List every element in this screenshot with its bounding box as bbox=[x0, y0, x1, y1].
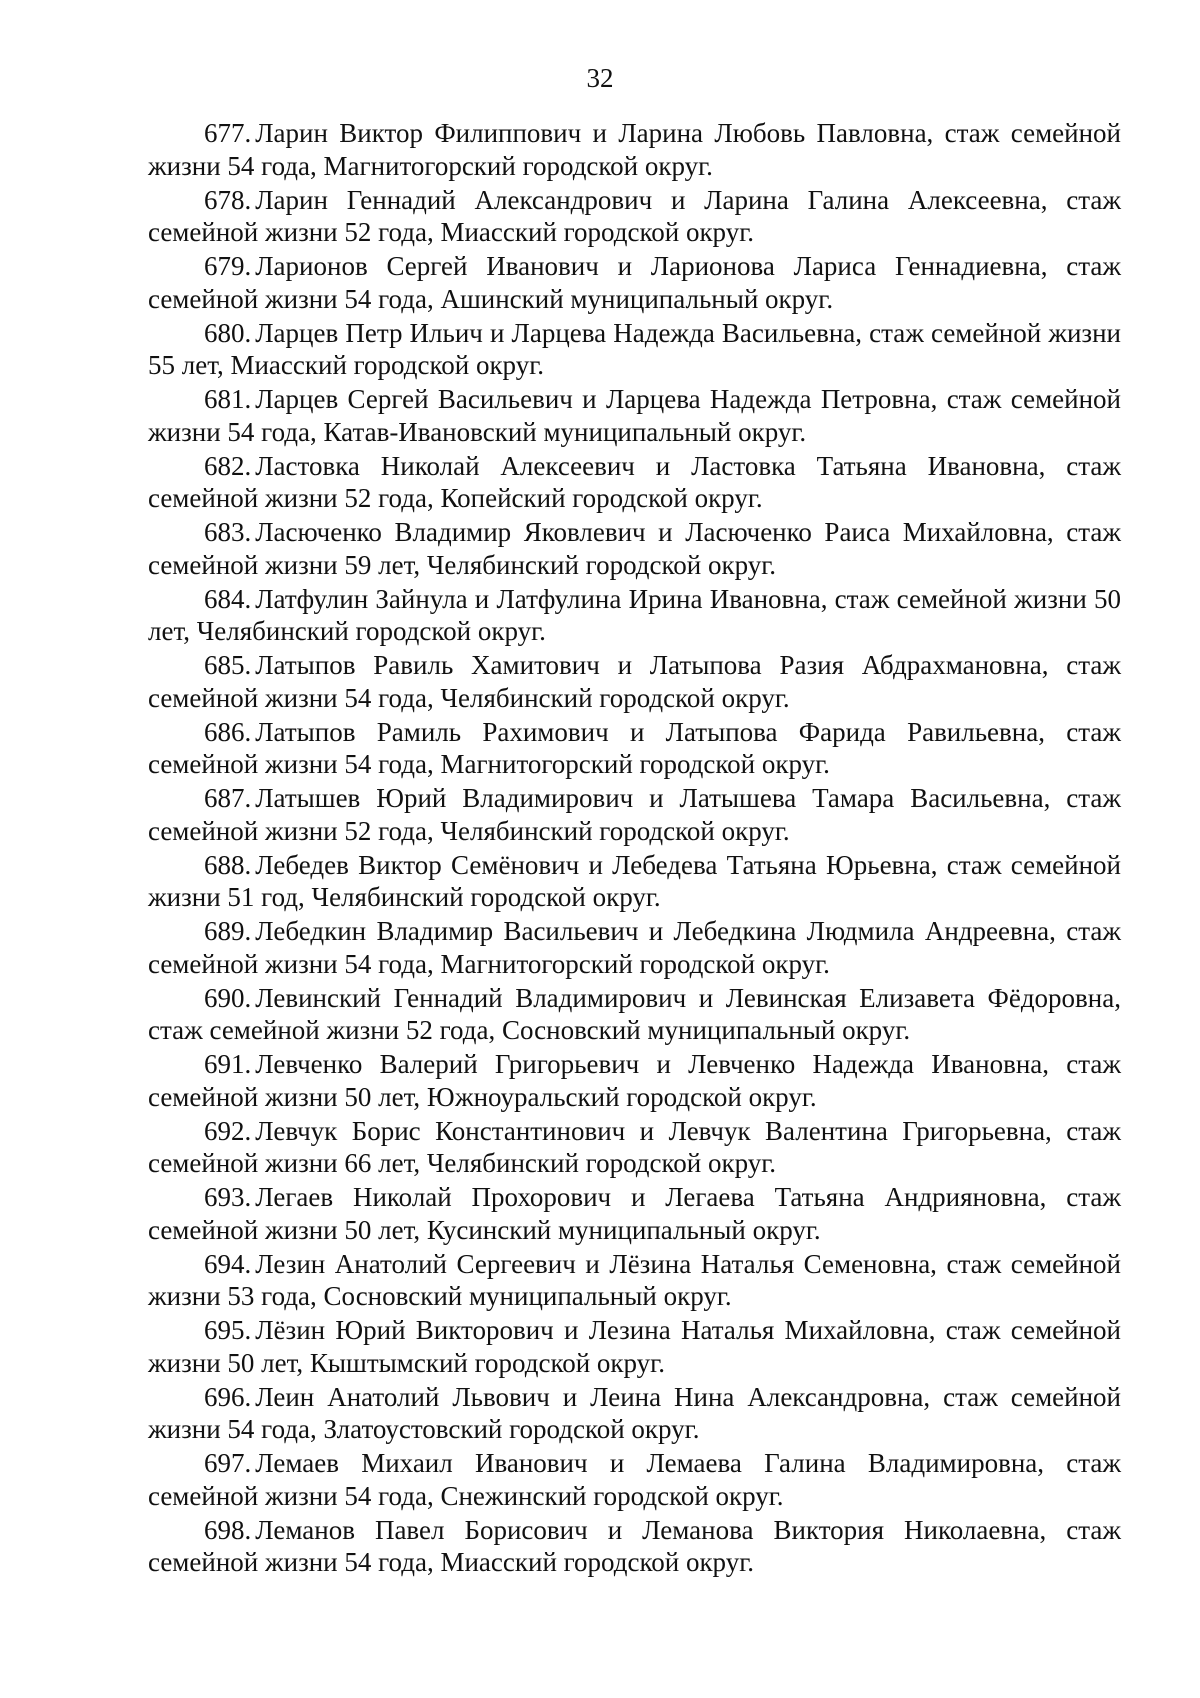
entry-number: 695. bbox=[204, 1315, 252, 1345]
list-item bbox=[148, 1314, 1121, 1379]
entry-number: 693. bbox=[204, 1182, 252, 1212]
page-number: 32 bbox=[586, 63, 614, 93]
entry-number: 692. bbox=[204, 1115, 252, 1146]
list-item bbox=[148, 649, 1121, 714]
entry-number: 691. bbox=[204, 1049, 252, 1079]
entry-number: 681. bbox=[204, 384, 252, 414]
entry-text: Леин Анатолий Львович и Леина Нина Александровна, стаж семейной жизни 54 года, Златоустовский городской округ. bbox=[148, 1381, 1121, 1444]
entry-number: 690. bbox=[204, 982, 252, 1013]
entry-number: 683. bbox=[204, 517, 252, 547]
list-item bbox=[148, 915, 1121, 980]
entry-number: 678. bbox=[204, 184, 252, 215]
entry-number: 694. bbox=[204, 1248, 252, 1279]
entry-text: Латфулин Зайнула и Латфулина Ирина Ивановна, стаж семейной жизни 50 лет, Челябинский городской округ. bbox=[148, 583, 1121, 646]
list-item bbox=[148, 450, 1121, 515]
entry-number: 684. bbox=[204, 583, 252, 614]
entry-text: Леманов Павел Борисович и Леманова Виктория Николаевна, стаж семейной жизни 54 года, Миасский городской округ. bbox=[148, 1514, 1121, 1577]
entry-text: Легаев Николай Прохорович и Легаева Татьяна Андрияновна, стаж семейной жизни 50 лет, Кусинский муниципальный округ. bbox=[148, 1182, 1121, 1245]
list-item bbox=[148, 117, 1121, 182]
list-item bbox=[148, 1447, 1121, 1512]
list-item bbox=[148, 250, 1121, 315]
entry-text: Лебедев Виктор Семёнович и Лебедева Татьяна Юрьевна, стаж семейной жизни 51 год, Челябинский городской округ. bbox=[148, 849, 1121, 912]
entry-text: Латыпов Равиль Хамитович и Латыпова Разия Абдрахмановна, стаж семейной жизни 54 года, Челябинский городской округ. bbox=[148, 650, 1121, 713]
list-item bbox=[148, 1181, 1121, 1246]
entry-number: 679. bbox=[204, 251, 252, 281]
entry-text: Ларин Геннадий Александрович и Ларина Галина Алексеевна, стаж семейной жизни 52 года, Миасский городской округ. bbox=[148, 184, 1121, 247]
list-item bbox=[148, 184, 1121, 249]
list-item bbox=[148, 317, 1121, 382]
entry-text: Ларцев Сергей Васильевич и Ларцева Надежда Петровна, стаж семейной жизни 54 года, Катав-Ивановский муниципальный округ. bbox=[148, 384, 1121, 447]
entry-number: 688. bbox=[204, 849, 252, 880]
list-item bbox=[148, 516, 1121, 581]
entry-number: 696. bbox=[204, 1381, 252, 1412]
list-item bbox=[148, 1115, 1121, 1180]
entry-text: Левинский Геннадий Владимирович и Левинская Елизавета Фёдоровна, стаж семейной жизни 52 года, Сосновский муниципальный округ. bbox=[148, 982, 1121, 1045]
entry-list bbox=[148, 117, 1121, 1580]
list-item bbox=[148, 849, 1121, 914]
entry-text: Лемаев Михаил Иванович и Лемаева Галина Владимировна, стаж семейной жизни 54 года, Снежинский городской округ. bbox=[148, 1448, 1121, 1511]
entry-text: Латышев Юрий Владимирович и Латышева Тамара Васильевна, стаж семейной жизни 52 года, Челябинский городской округ. bbox=[148, 783, 1121, 846]
entry-text: Ларионов Сергей Иванович и Ларионова Лариса Геннадиевна, стаж семейной жизни 54 года, Ашинский муниципальный округ. bbox=[148, 251, 1121, 314]
entry-number: 677. bbox=[204, 118, 252, 148]
entry-text: Левчук Борис Константинович и Левчук Валентина Григорьевна, стаж семейной жизни 66 лет, Челябинский городской округ. bbox=[148, 1115, 1121, 1178]
list-item bbox=[148, 782, 1121, 847]
list-item bbox=[148, 1248, 1121, 1313]
entry-text: Латыпов Рамиль Рахимович и Латыпова Фарида Равильевна, стаж семейной жизни 54 года, Магнитогорский городской округ. bbox=[148, 716, 1121, 779]
list-item bbox=[148, 1381, 1121, 1446]
list-item bbox=[148, 1048, 1121, 1113]
entry-text: Лёзин Юрий Викторович и Лезина Наталья Михайловна, стаж семейной жизни 50 лет, Кыштымский городской округ. bbox=[148, 1315, 1121, 1378]
entry-text: Левченко Валерий Григорьевич и Левченко Надежда Ивановна, стаж семейной жизни 50 лет, Южноуральский городской округ. bbox=[148, 1049, 1121, 1112]
list-item bbox=[148, 716, 1121, 781]
entry-text: Ларин Виктор Филиппович и Ларина Любовь Павловна, стаж семейной жизни 54 года, Магнитогорский городской округ. bbox=[148, 118, 1121, 181]
entry-text: Ластовка Николай Алексеевич и Ластовка Татьяна Ивановна, стаж семейной жизни 52 года, Копейский городской округ. bbox=[148, 450, 1121, 513]
entry-number: 680. bbox=[204, 317, 252, 348]
list-item bbox=[148, 1514, 1121, 1579]
entry-text: Лебедкин Владимир Васильевич и Лебедкина Людмила Андреевна, стаж семейной жизни 54 года, Магнитогорский городской округ. bbox=[148, 916, 1121, 979]
list-item bbox=[148, 583, 1121, 648]
entry-text: Ласюченко Владимир Яковлевич и Ласюченко Раиса Михайловна, стаж семейной жизни 59 лет, Челябинский городской округ. bbox=[148, 517, 1121, 580]
entry-number: 689. bbox=[204, 916, 252, 946]
entry-number: 687. bbox=[204, 783, 252, 813]
entry-number: 686. bbox=[204, 716, 252, 747]
entry-number: 697. bbox=[204, 1448, 252, 1478]
entry-number: 698. bbox=[204, 1514, 252, 1545]
list-item bbox=[148, 982, 1121, 1047]
list-item bbox=[148, 383, 1121, 448]
entry-number: 682. bbox=[204, 450, 252, 481]
entry-number: 685. bbox=[204, 650, 252, 680]
entry-text: Ларцев Петр Ильич и Ларцева Надежда Васильевна, стаж семейной жизни 55 лет, Миасский городской округ. bbox=[148, 317, 1121, 380]
entry-text: Лезин Анатолий Сергеевич и Лёзина Наталья Семеновна, стаж семейной жизни 53 года, Сосновский муниципальный округ. bbox=[148, 1248, 1121, 1311]
